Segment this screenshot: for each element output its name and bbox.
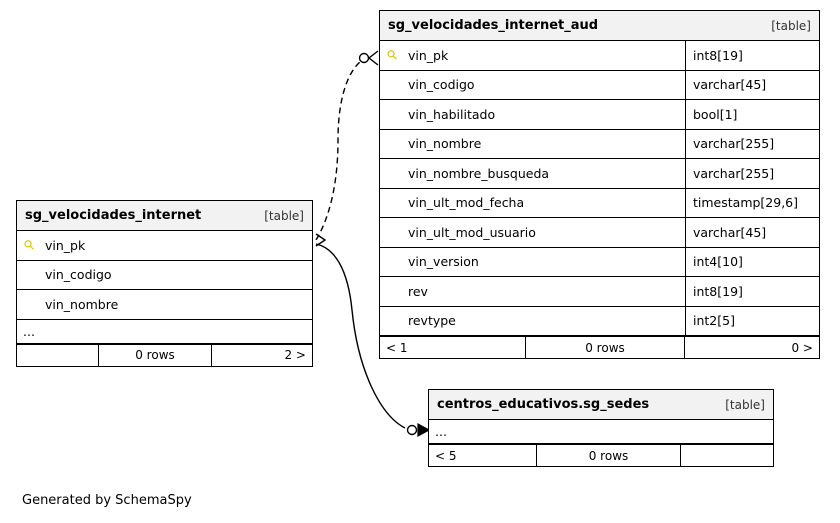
crowfoot-aud — [369, 51, 378, 65]
table-row[interactable] — [380, 71, 819, 101]
column-name: revtype — [408, 313, 456, 329]
table-header — [429, 390, 773, 420]
table-row[interactable] — [17, 231, 312, 261]
crowfoot-circle-aud — [360, 54, 369, 63]
column-type: varchar[255] — [685, 159, 819, 188]
column-name: vin_ult_mod_fecha — [408, 195, 525, 211]
column-type: int2[5] — [685, 307, 819, 336]
table-row[interactable] — [380, 41, 819, 71]
column-name: vin_codigo — [45, 267, 112, 283]
column-name: vin_codigo — [408, 77, 475, 93]
table-row[interactable] — [380, 218, 819, 248]
footer-parent-count: < 1 — [380, 337, 526, 358]
primary-key-icon: ⚲ — [384, 46, 402, 64]
table-row[interactable] — [380, 277, 819, 307]
table-title: sg_velocidades_internet_aud — [388, 18, 599, 33]
table-title: sg_velocidades_internet — [25, 208, 202, 223]
table-sg-velocidades-internet[interactable] — [16, 200, 313, 367]
arrow-main-side — [316, 234, 325, 246]
column-name: vin_pk — [408, 47, 449, 63]
more-columns-indicator[interactable]: ... — [17, 320, 312, 344]
column-type: varchar[45] — [685, 71, 819, 100]
crowfoot-circle-sedes — [408, 426, 417, 435]
generated-by-caption: Generated by SchemaSpy — [22, 493, 192, 508]
table-row[interactable] — [380, 159, 819, 189]
table-sg-velocidades-internet-aud[interactable] — [379, 10, 820, 359]
table-footer — [17, 344, 312, 366]
column-name: vin_habilitado — [408, 106, 496, 122]
table-row[interactable] — [17, 261, 312, 291]
table-centros-educativos-sg-sedes[interactable] — [428, 389, 774, 467]
footer-row-count: 0 rows — [537, 445, 681, 466]
table-type-tag: [table] — [264, 208, 304, 223]
column-type: varchar[255] — [685, 130, 819, 159]
table-header — [17, 201, 312, 231]
table-footer — [380, 336, 819, 358]
footer-child-count: 2 > — [284, 348, 306, 362]
footer-child-count: 0 > — [791, 340, 813, 355]
table-row[interactable] — [380, 307, 819, 337]
column-name: vin_nombre — [408, 136, 482, 152]
table-row[interactable] — [380, 100, 819, 130]
footer-parent-count: < 5 — [429, 445, 537, 466]
footer-row-count: 0 rows — [526, 337, 685, 358]
table-row[interactable] — [380, 248, 819, 278]
primary-key-icon: ⚲ — [21, 236, 39, 254]
footer-parent-count — [17, 345, 99, 366]
table-row[interactable] — [380, 130, 819, 160]
column-type: int4[10] — [685, 248, 819, 277]
footer-child-count — [681, 445, 773, 466]
table-header — [380, 11, 819, 41]
column-type: varchar[45] — [685, 218, 819, 247]
table-footer — [429, 444, 773, 466]
column-name: rev — [408, 283, 428, 299]
table-type-tag: [table] — [771, 18, 811, 33]
column-name: vin_nombre_busqueda — [408, 165, 550, 181]
footer-row-count: 0 rows — [99, 345, 212, 366]
column-type: int8[19] — [685, 41, 819, 70]
column-type: timestamp[29,6] — [685, 189, 819, 218]
table-title: centros_educativos.sg_sedes — [437, 397, 650, 412]
relationship-line-aud-main — [316, 57, 368, 240]
column-type: bool[1] — [685, 100, 819, 129]
table-row[interactable] — [17, 290, 312, 320]
column-type: int8[19] — [685, 277, 819, 306]
column-name: vin_pk — [45, 237, 86, 253]
more-columns-indicator[interactable]: ... — [429, 420, 773, 444]
column-name: vin_nombre — [45, 296, 119, 312]
table-type-tag: [table] — [725, 397, 765, 412]
column-name: vin_ult_mod_usuario — [408, 224, 536, 240]
column-name: vin_version — [408, 254, 479, 270]
table-row[interactable] — [380, 189, 819, 219]
